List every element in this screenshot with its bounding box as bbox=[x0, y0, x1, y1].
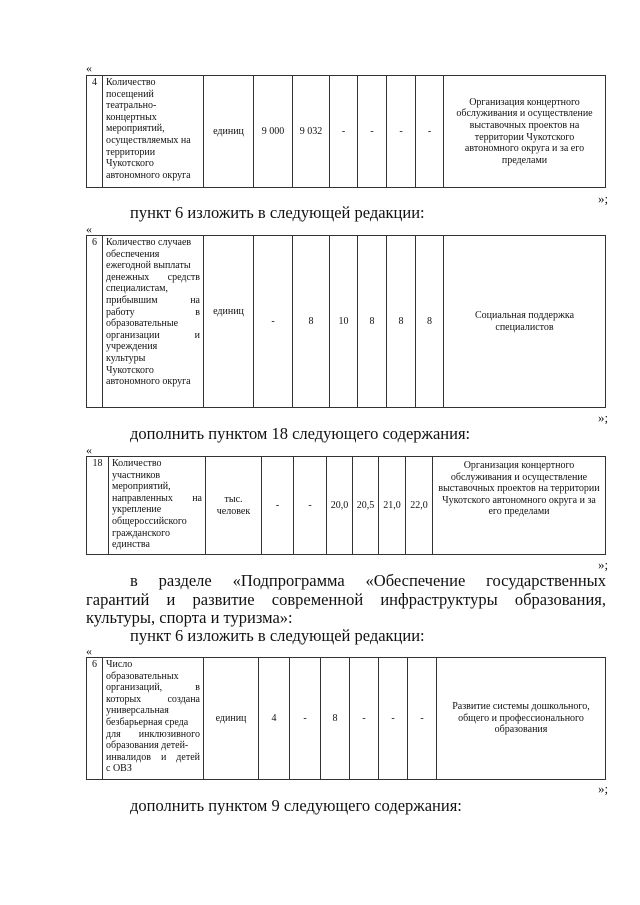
table-fragment-2 bbox=[86, 235, 606, 408]
indicator-name: Количество случаев обеспечения ежегодной выплаты денежных средств специалистам, прибывшим на работу в образовательные организации и учреждения культуры Чукотского автономного округа bbox=[103, 236, 204, 408]
value-cell: 9 000 bbox=[254, 76, 293, 188]
value-cell: - bbox=[290, 658, 321, 780]
closing-quote: »; bbox=[598, 410, 609, 425]
value-cell: 22,0 bbox=[406, 457, 433, 555]
activity-cell: Социальная поддержка специалистов bbox=[444, 236, 606, 408]
table-fragment-1 bbox=[86, 75, 606, 188]
indicator-name: Количество участников мероприятий, направленных на укрепление общероссийского гражданского единства bbox=[109, 457, 206, 555]
value-cell: 8 bbox=[416, 236, 444, 408]
paragraph: пункт 6 изложить в следующей редакции: bbox=[130, 626, 425, 645]
activity-cell: Развитие системы дошкольного, общего и профессионального образования bbox=[437, 658, 606, 780]
value-cell: 8 bbox=[321, 658, 350, 780]
value-cell: - bbox=[379, 658, 408, 780]
value-cell: - bbox=[358, 76, 387, 188]
opening-quote: « bbox=[86, 443, 92, 457]
opening-quote: « bbox=[86, 222, 92, 236]
unit-cell: единиц bbox=[204, 76, 254, 188]
value-cell: - bbox=[408, 658, 437, 780]
indicator-name: Число образовательных организаций, в которых создана универсальная безбарьерная среда для инклюзивного образования детей- инвалидов и детей с ОВЗ bbox=[103, 658, 204, 780]
value-cell: - bbox=[330, 76, 358, 188]
opening-quote: « bbox=[86, 644, 92, 658]
table-row bbox=[87, 658, 606, 780]
activity-cell: Организация концертного обслуживания и осуществление выставочных проектов на территории Чукотского автономного округа и за его пределами bbox=[433, 457, 606, 555]
row-number: 18 bbox=[87, 457, 109, 555]
closing-quote: »; bbox=[598, 781, 609, 796]
table-row bbox=[87, 236, 606, 408]
value-cell: - bbox=[416, 76, 444, 188]
paragraph: пункт 6 изложить в следующей редакции: bbox=[130, 203, 425, 222]
unit-cell: единиц bbox=[204, 236, 254, 408]
paragraph: дополнить пунктом 18 следующего содержания: bbox=[130, 424, 471, 443]
value-cell: 9 032 bbox=[293, 76, 330, 188]
closing-quote: »; bbox=[598, 557, 609, 572]
value-cell: 8 bbox=[293, 236, 330, 408]
table-fragment-4 bbox=[86, 657, 606, 780]
opening-quote: « bbox=[86, 61, 92, 75]
value-cell: - bbox=[262, 457, 294, 555]
table-row bbox=[87, 457, 606, 555]
value-cell: 10 bbox=[330, 236, 358, 408]
indicator-name: Количество посещений театрально- концертных мероприятий, осуществляемых на территории Чукотского автономного округа bbox=[103, 76, 204, 188]
value-cell: 20,5 bbox=[353, 457, 379, 555]
value-cell: 8 bbox=[387, 236, 416, 408]
activity-cell: Организация концертного обслуживания и осуществление выставочных проектов на территории Чукотского автономного округа и за его пределами bbox=[444, 76, 606, 188]
row-number: 6 bbox=[87, 658, 103, 780]
row-number: 6 bbox=[87, 236, 103, 408]
value-cell: - bbox=[254, 236, 293, 408]
value-cell: - bbox=[350, 658, 379, 780]
unit-cell: единиц bbox=[204, 658, 259, 780]
value-cell: 21,0 bbox=[379, 457, 406, 555]
table-row bbox=[87, 76, 606, 188]
value-cell: 20,0 bbox=[327, 457, 353, 555]
paragraph: в разделе «Подпрограмма «Обеспечение государственных гарантий и развитие современной инфраструктуры образования, культуры, спорта и туризма»: bbox=[86, 571, 606, 627]
unit-cell: тыс. человек bbox=[206, 457, 262, 555]
value-cell: - bbox=[387, 76, 416, 188]
closing-quote: »; bbox=[598, 191, 609, 206]
paragraph: дополнить пунктом 9 следующего содержания: bbox=[130, 796, 462, 815]
value-cell: - bbox=[294, 457, 327, 555]
value-cell: 8 bbox=[358, 236, 387, 408]
table-fragment-3 bbox=[86, 456, 606, 555]
value-cell: 4 bbox=[259, 658, 290, 780]
row-number: 4 bbox=[87, 76, 103, 188]
